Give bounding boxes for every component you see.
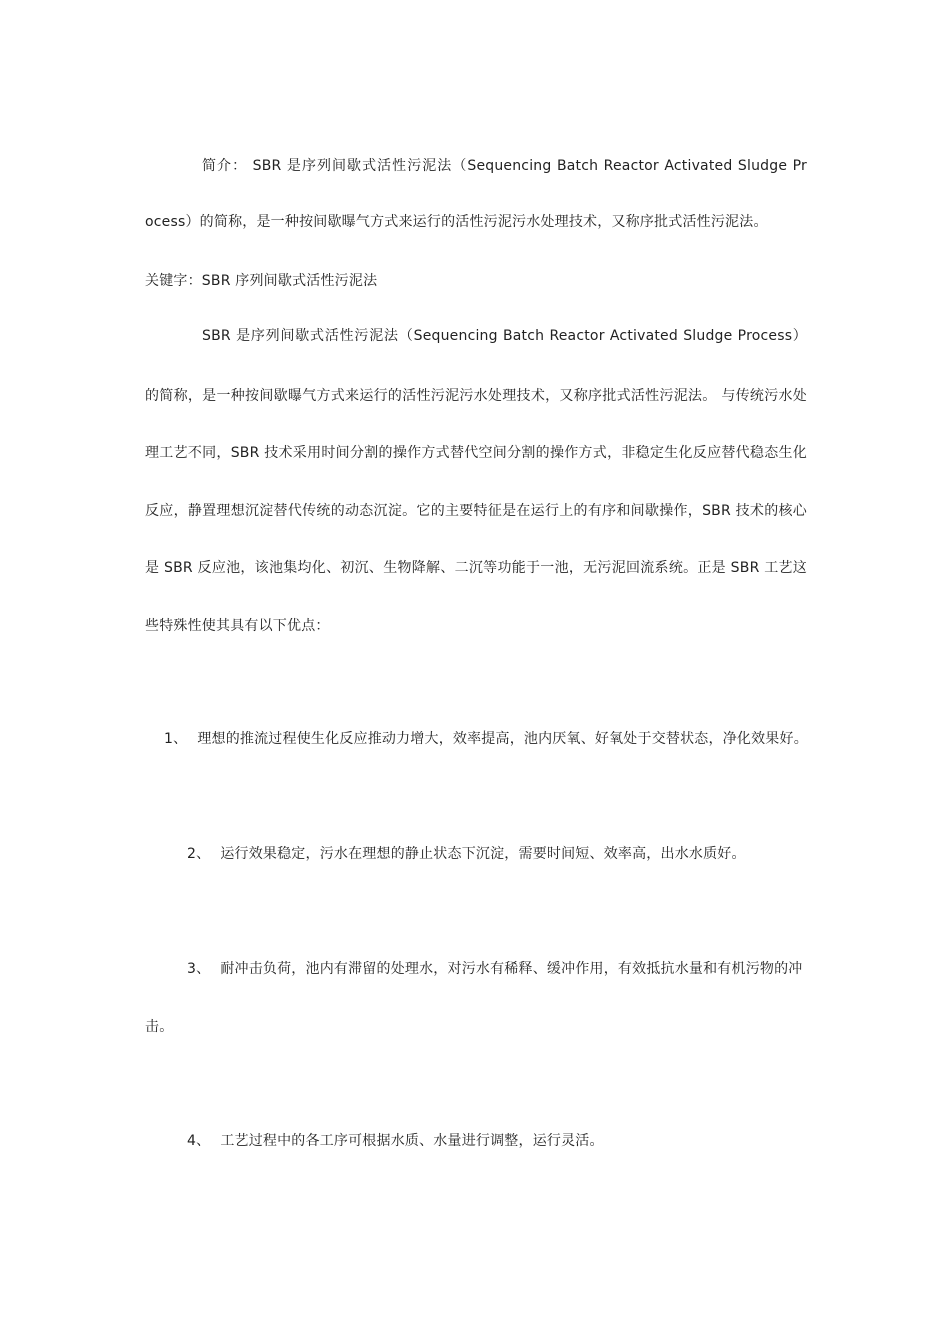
intro-line-2: ocess）的简称，是一种按间歇曝气方式来运行的活性污泥污水处理技术，又称序批式活性污泥法。	[145, 214, 768, 230]
advantage-number: 1、	[164, 731, 188, 747]
advantage-item-2	[187, 844, 746, 864]
body-line-1: SBR 是序列间歇式活性污泥法（Sequencing Batch Reactor Activated Sludge Process）	[202, 328, 807, 344]
body-line-6: 些特殊性使其具有以下优点：	[145, 618, 330, 634]
advantage-text: 耐冲击负荷，池内有滞留的处理水，对污水有稀释、缓冲作用，有效抵抗水量和有机污物的冲	[220, 961, 803, 977]
advantage-number: 2、	[187, 846, 211, 862]
advantage-number: 4、	[187, 1133, 211, 1149]
advantage-item-1	[164, 729, 808, 749]
intro-line-1: 简介： SBR 是序列间歇式活性污泥法（Sequencing Batch Reactor Activated Sludge Pr	[202, 158, 807, 174]
advantage-text: 运行效果稳定，污水在理想的静止状态下沉淀，需要时间短、效率高，出水水质好。	[220, 846, 746, 862]
body-line-4: 反应，静置理想沉淀替代传统的动态沉淀。它的主要特征是在运行上的有序和间歇操作，SBR 技术的核心	[145, 503, 807, 519]
advantage-item-3-continuation: 击。	[145, 1019, 174, 1035]
body-line-5: 是 SBR 反应池，该池集均化、初沉、生物降解、二沉等功能于一池，无污泥回流系统。正是 SBR 工艺这	[145, 560, 807, 576]
body-line-2: 的简称，是一种按间歇曝气方式来运行的活性污泥污水处理技术，又称序批式活性污泥法。 与传统污水处	[145, 388, 807, 404]
advantage-text: 理想的推流过程使生化反应推动力增大，效率提高，池内厌氧、好氧处于交替状态，净化效果好。	[197, 731, 808, 747]
advantage-item-3	[187, 959, 803, 979]
advantage-number: 3、	[187, 961, 211, 977]
keywords-line: 关键字：SBR 序列间歇式活性污泥法	[145, 273, 378, 289]
body-line-3: 理工艺不同，SBR 技术采用时间分割的操作方式替代空间分割的操作方式，非稳定生化反应替代稳态生化	[145, 445, 807, 461]
advantage-item-4	[187, 1131, 604, 1151]
advantage-text: 工艺过程中的各工序可根据水质、水量进行调整，运行灵活。	[220, 1133, 604, 1149]
